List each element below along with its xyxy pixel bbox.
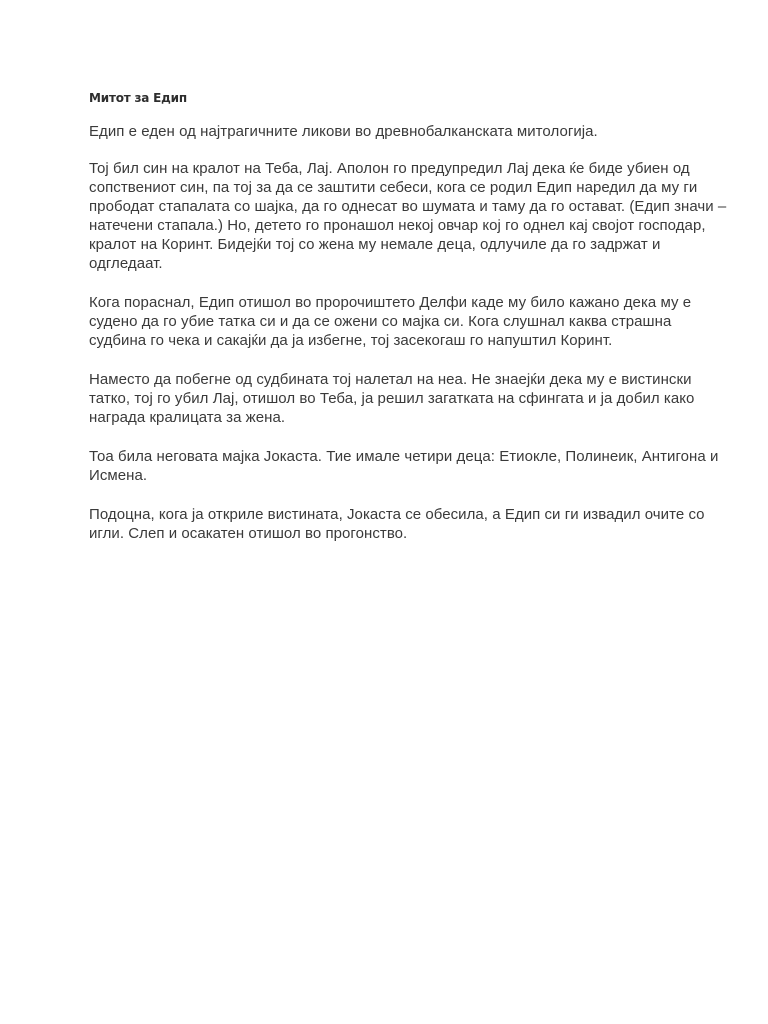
- paragraph-jocasta: Тоа била неговата мајка Јокаста. Тие имале четири деца: Етиокле, Полинеик, Антигона и Исмена.: [89, 448, 719, 484]
- paragraph-exile: Подоцна, кога ја откриле вистината, Јокаста се обесила, а Едип си ги извадил очите со игли. Слеп и осакатен отишол во прогонство.: [89, 506, 705, 542]
- paragraph-intro: Едип е еден од најтрагичните ликови во древнобалканската митологија.: [89, 123, 598, 140]
- paragraph-fate: Наместо да побегне од судбината тој налетал на неа. Не знаејќи дека му е вистински татко, тој го убил Лај, отишол во Теба, ја решил загатката на сфингата и ја добил како награда кралицата за жена.: [89, 371, 695, 426]
- paragraph-prophecy: Кога пораснал, Едип отишол во пророчиштето Делфи каде му било кажано дека му е судено да го убие татка си и да се ожени со мајка си. Кога слушнал каква страшна судбина го чека и сакајќи да ја избегне, тој засекогаш го напуштил Коринт.: [89, 294, 692, 349]
- document-page: [89, 90, 729, 543]
- paragraph-birth: Тој бил син на кралот на Теба, Лај. Аполон го предупредил Лај дека ќе биде убиен од сопствениот син, па тој за да се заштити себеси, кога се родил Едип наредил да му ги прободат стапалата со шајка, да го однесат во шумата и таму да го остават. (Едип значи – натечени стапала.) Но, детето го пронашол некој овчар кој го однел кај својот господар, кралот на Коринт. Бидејќи тој со жена му немале деца, одлучиле да го задржат и одгледаат.: [89, 160, 727, 272]
- document-title: Митот за Едип: [89, 91, 187, 105]
